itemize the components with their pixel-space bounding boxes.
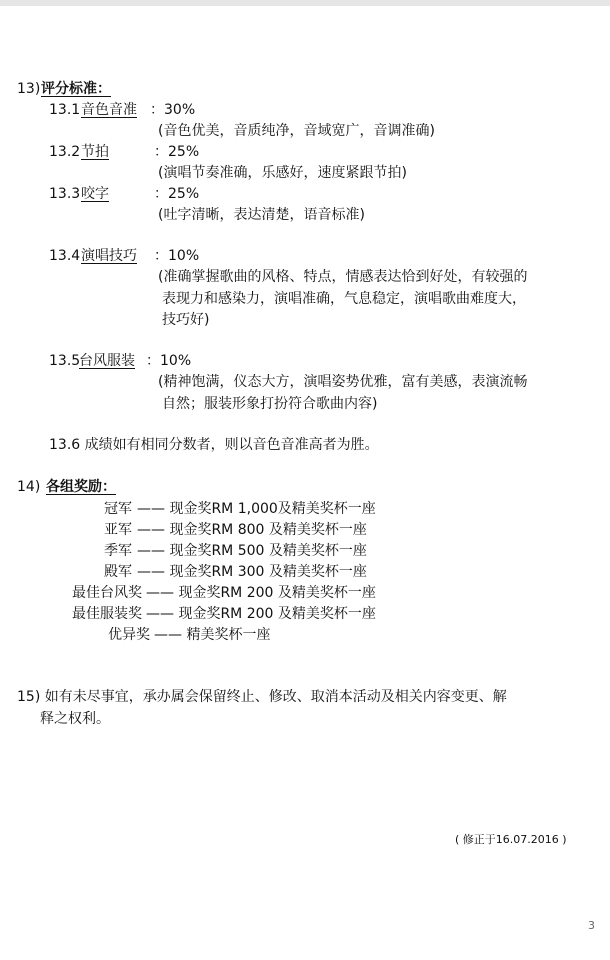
section-13-number: 13) [17,81,41,97]
award-prize: —— 现金奖RM 800 及精美奖杯一座 [137,522,367,538]
section-13-title: 评分标准： [41,81,111,97]
criterion-label: 音色音准 [81,102,137,118]
award-name: 亚军 [104,522,132,538]
section-14-title: 各组奖励： [46,479,116,495]
section-14-number: 14) [17,479,41,495]
award-name: 最佳台风奖 [72,585,142,601]
award-prize: —— 现金奖RM 500 及精美奖杯一座 [137,543,367,559]
criterion-label: 咬字 [81,186,109,202]
criterion-number: 13.2 [49,144,81,160]
criterion-desc: 自然；服装形象打扮符合歌曲内容) [162,396,378,412]
criterion-number: 13.1 [49,102,81,118]
criterion-desc: (演唱节奏准确，乐感好，速度紧跟节拍) [158,165,407,181]
criterion-value: ：10% [154,248,200,264]
award-name: 优异奖 [108,627,150,643]
award-name: 季军 [104,543,132,559]
award-prize: —— 精美奖杯一座 [154,627,271,643]
criterion-value: ：25% [154,186,200,202]
criterion-desc: (吐字清晰，表达清楚，语音标准) [158,207,365,223]
page-number: 3 [588,919,595,932]
criterion-value: ：30% [150,102,196,118]
criterion-desc: 表现力和感染力，演唱准确，气息稳定，演唱歌曲难度大， [162,291,526,307]
criterion-desc: (精神饱满，仪态大方，演唱姿势优雅，富有美感，表演流畅 [158,374,528,390]
award-prize: —— 现金奖RM 200 及精美奖杯一座 [146,606,376,622]
criterion-desc: (准确掌握歌曲的风格、特点，情感表达恰到好处，有较强的 [158,269,528,285]
criterion-label: 节拍 [81,144,109,160]
criterion-desc: (音色优美，音质纯净，音域宽广，音调准确) [158,123,435,139]
section-15-line: 释之权利。 [40,711,110,727]
award-prize: —— 现金奖RM 200 及精美奖杯一座 [146,585,376,601]
award-prize: —— 现金奖RM 1,000及精美奖杯一座 [137,501,376,517]
criterion-label: 台风服装 [79,353,135,369]
award-prize: —— 现金奖RM 300 及精美奖杯一座 [137,564,367,580]
tie-break-note: 13.6 成绩如有相同分数者，则以音色音准高者为胜。 [49,437,379,453]
criterion-number: 13.4 [49,248,81,264]
award-name: 殿军 [104,564,132,580]
criterion-number: 13.5 [49,353,81,369]
criterion-desc: 技巧好) [162,312,210,328]
criterion-label: 演唱技巧 [81,248,137,264]
revision-date: ( 修正于16.07.2016 ) [455,833,567,846]
criterion-value: ：25% [154,144,200,160]
criterion-value: ：10% [146,353,192,369]
award-name: 最佳服装奖 [72,606,142,622]
section-15-line: 15) 如有未尽事宜，承办属会保留终止、修改、取消本活动及相关内容变更、解 [17,689,507,705]
criterion-number: 13.3 [49,186,81,202]
award-name: 冠军 [104,501,132,517]
